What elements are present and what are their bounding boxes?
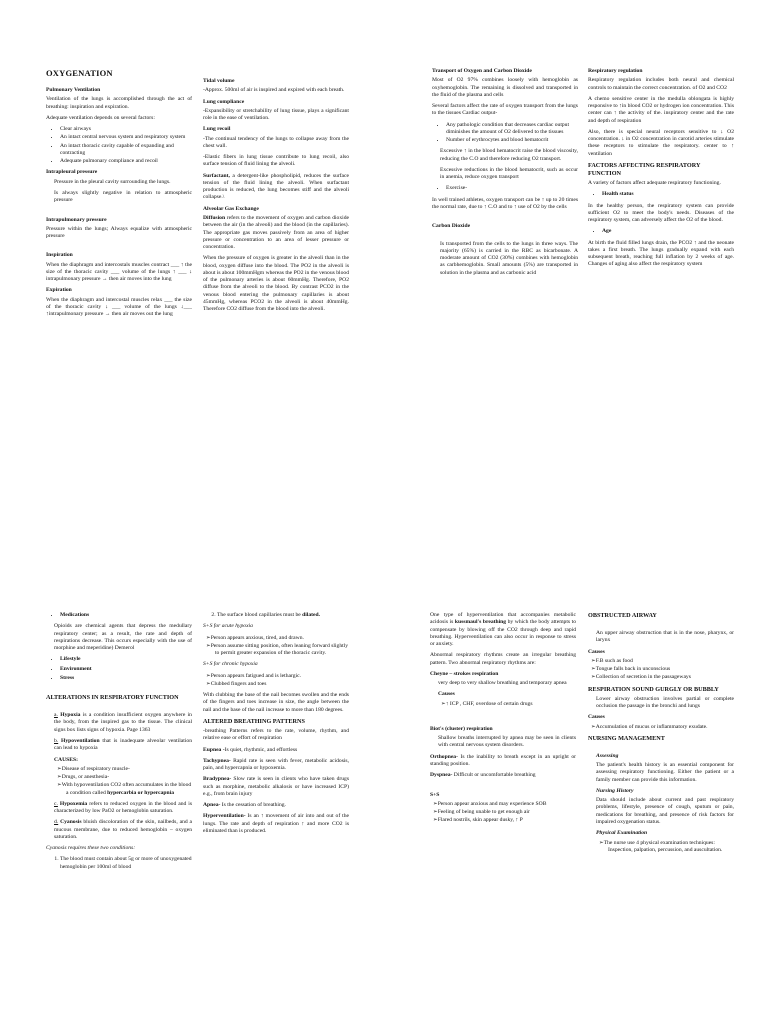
definition: Is quiet, rhythmic, and effortless bbox=[224, 746, 298, 753]
list-item: ➢ Feeling of being unable to get enough air bbox=[442, 809, 576, 816]
paragraph bbox=[203, 802, 349, 809]
paragraph: An upper airway obstruction that is in the nose, pharynx, or larynx bbox=[596, 630, 734, 644]
bullet-list bbox=[46, 612, 192, 619]
heading: Alveolar Gas Exchange bbox=[203, 205, 259, 212]
bullet-list bbox=[588, 191, 734, 198]
heading: Intrapulmonary pressure bbox=[46, 216, 107, 223]
definition: Slow rate is seen in clients who have taken drugs such as morphine, metabolic alkalosis or have increased ICP) e.g., from brain injury bbox=[203, 776, 349, 797]
text: The surface blood capillaries must be bbox=[217, 612, 301, 618]
p2-column-2 bbox=[203, 612, 349, 839]
list-item: ➢ Person appears fatigued and is lethargic. bbox=[215, 673, 349, 680]
heading: ALTERATIONS IN RESPIRATORY FUNCTION bbox=[46, 694, 179, 702]
term: Cyanosis bbox=[60, 819, 82, 826]
paragraph: Excessive ↑ in the blood hematocrit raise the blood viscosity, reducing the C.O and therefore reducing O2 transport. bbox=[440, 148, 578, 162]
definition: a detergent-like phospholipid, reduces the surface tension of the fluid lining the alveoli. When surfactant production is reduced, the lung becomes stiff and the alveoli collapse.\ bbox=[203, 172, 349, 201]
list-item: ➢ Accumulation of mucus or inflammatory exudate. bbox=[600, 724, 734, 731]
paragraph: In well trained athletes, oxygen transport can be ↑ up to 20 times the normal rate, due to ↑ C.O and to ↑ use of O2 by the cells bbox=[432, 196, 578, 210]
paragraph: Abnormal respiratory rhythms create an irregular breathing pattern. Two abnormal respiratory rhythms are: bbox=[430, 652, 576, 666]
heading: Carbon Dioxide bbox=[432, 223, 471, 230]
definition: is a condition insufficient oxygen anywhere in the body, from the inspired gas to the tissue. The clinical signs box lists signs of hypoxia. Page 1363 bbox=[54, 712, 192, 733]
list-item: • An intact thoracic cavity capable of expanding and contracting bbox=[60, 143, 192, 158]
term: Hypoxia bbox=[60, 712, 81, 719]
heading: Transport of Oxygen and Carbon Dioxide bbox=[432, 68, 532, 74]
list-item: 1. The blood must contain about 5g or more of unoxygenated hemoglobin per 100ml of blood bbox=[60, 856, 192, 871]
p1-column-2 bbox=[203, 78, 349, 317]
term: Hyperventilation- bbox=[203, 813, 246, 820]
paragraph: A chemo sensitive center in the medulla oblongata is highly responsive to ↑in blood CO2 or hydrogen ion concentration. This center can ↑ the activity of the. inspiratory center and the rate and depth of respiration bbox=[588, 95, 734, 124]
bullet-list bbox=[588, 228, 734, 235]
text: by which the body attempts to compensate by blowing off the CO2 through deep and rapid breathing. Hyperventilation can also occur in response to stress or anxiety. bbox=[430, 619, 576, 648]
heading: Lung recoil bbox=[203, 126, 231, 133]
heading: Causes bbox=[438, 691, 455, 698]
bullet-list bbox=[432, 122, 578, 145]
causes-list bbox=[588, 724, 734, 731]
paragraph: Is transported from the cells to the lungs in three ways. The majority (65%) is carried in the RBC as bicarbonate. A moderate amount of CO2 (30%) combines with hemoglobin as carbhemoglobin. Small amounts (5%) are transported in solution in the plasma and as carbonic acid bbox=[440, 240, 578, 276]
paragraph: A variety of factors affect adequate respiratory functioning. bbox=[588, 180, 721, 187]
list-item: ➢ Person appears anxious, tired, and drawn. bbox=[215, 635, 349, 642]
heading: S+S bbox=[430, 791, 440, 798]
paragraph bbox=[46, 712, 192, 734]
list-item bbox=[61, 782, 192, 797]
heading: Intrapleural pressure bbox=[46, 169, 98, 176]
list-item: • Medications bbox=[60, 612, 192, 619]
heading: RESPIRATION SOUND GURGLY OR BUBBLY bbox=[588, 685, 719, 693]
subheading: Physical Examination bbox=[596, 830, 648, 837]
paragraph: In the healthy person, the respiratory system can provide sufficient O2 to meet the body's needs. Diseases of the respiratory system, can adversely affect the O2 of the blood. bbox=[588, 202, 734, 224]
list-item: ➢ The nurse use 4 physical examination techniques: Inspection, palpation, percussion, and auscultation. bbox=[608, 840, 734, 855]
list-item: • Environment bbox=[60, 666, 192, 673]
paragraph: Data should include about current and past respiratory problems, lifestyle, presence of cough, sputum or pain, medications for breathing, and presence of risk factors for impaired oxygenation status. bbox=[596, 797, 734, 825]
acute-list bbox=[203, 635, 349, 658]
paragraph: Opioids are chemical agents that depress the medullary respiratory center; as a result, the rate and depth of respirations decrease. This occurs especially with the use of morphine and meperidine) Demerol bbox=[54, 623, 192, 652]
term: Orthopnea- bbox=[430, 753, 458, 760]
heading: ALTERED BREATHING PATTERNS bbox=[203, 717, 305, 725]
p1-column-1 bbox=[46, 68, 192, 322]
paragraph bbox=[430, 772, 576, 779]
term: dilated. bbox=[302, 612, 321, 618]
list-item: ➢ Drugs, or anesthesia- bbox=[66, 774, 192, 781]
list-item: ➢ Person assume sitting position, often leaning forward slightly to permit greater expansion of the thoracic cavity. bbox=[215, 643, 349, 658]
term: kussmaul's breathing bbox=[454, 619, 507, 626]
definition: refers to reduced oxygen in the blood and is characterized by low PaO2 or hemoglobin saturation. bbox=[54, 800, 192, 815]
paragraph: When the diaphragm and intercostal muscles relax ___ the size of the thoracic cavity ↓ ___ volume of the lungs ↓___ ↑intrapulmonary pressure → then air moves out the lung bbox=[46, 296, 192, 318]
text: One type of hyperventilation that accompanies metabolic acidosis is bbox=[430, 612, 576, 626]
paragraph: Shallow breaths interrupted by apnea may be seen in clients with central nervous system disorders. bbox=[438, 735, 576, 749]
paragraph: Pressure in the pleural cavity surrounding the lungs. bbox=[54, 178, 171, 185]
paragraph: -Elastic fibers in lung tissue contribute to lung recoil, also surface tension of fluid lining the alveoli. bbox=[203, 154, 349, 168]
paragraph: -breathing Patterns refers to the rate, volume, rhythm, and relative ease or effort of respiration bbox=[203, 727, 349, 742]
bullet-list bbox=[46, 656, 192, 682]
marker: a. bbox=[54, 712, 58, 719]
causes-list bbox=[46, 766, 192, 797]
causes-list bbox=[588, 658, 734, 682]
heading: Causes bbox=[588, 648, 605, 655]
marker: d. bbox=[54, 819, 59, 826]
definition: Difficult or uncomfortable breathing bbox=[452, 772, 536, 779]
paragraph: With clubbing the base of the nail becomes swollen and the ends of the fingers and toes increase in size, the angle between the nail and the base of the nail increase to more than 180 degrees. bbox=[203, 692, 349, 713]
p1-column-4 bbox=[588, 68, 734, 273]
term: Dyspnea- bbox=[430, 772, 453, 779]
paragraph: The patient's health history is an essential component for assessing respiratory functioning. Either the patient or a family member can provide this information. bbox=[596, 762, 734, 783]
term: Hypoventilation bbox=[61, 737, 100, 744]
paragraph: Several factors affect the rate of oxygen transport from the lungs to the tissues Cardiac output- bbox=[432, 103, 578, 117]
term: Apnea- bbox=[203, 802, 221, 809]
paragraph: When the pressure of oxygen is greater in the alveoli than in the blood, oxygen diffuse into the blood. The PO2 in the alveoli is about is about 100mmHgm whereas the PO2 in the venous blood of the pulmonary arteries is about 60mmHg. Therefore, PO2 diffuse from the alveoli to the blood. By contrast PCO2 in the venous blood entering the pulmonary capillaries is about 45mmHg, whereas PCO2 in the alveoli is about 40mmHg. Therefore CO2 diffuse from the blood into the alveoli. bbox=[203, 255, 349, 313]
p2-column-3 bbox=[430, 612, 576, 829]
definition: Is the inability to breath except in an upright or standing position. bbox=[430, 753, 576, 767]
list-item: • Any pathologic condition that decreases cardiac output diminishes the amount of O2 delivered to the tissues bbox=[446, 122, 578, 137]
paragraph: When the diaphragm and intercostals muscles contract ___ ↑ the size of the thoracic cavity ___ volume of the lungs ↑ ___ ↓ intrapulmonary pressure → then air moves into the lung bbox=[46, 261, 192, 283]
numbered-list bbox=[46, 856, 192, 871]
doc-title: OXYGENATION bbox=[46, 68, 113, 78]
definition: bluish discoloration of the skin, nailbeds, and a mucous membrane, due to reduced hemoglobin – oxygen saturation. bbox=[54, 819, 192, 840]
page-two bbox=[0, 512, 768, 1024]
marker: b. bbox=[54, 737, 59, 744]
paragraph bbox=[430, 612, 576, 648]
paragraph: -The continual tendency of the lungs to collapse away from the chest wall. bbox=[203, 135, 349, 149]
heading: Expiration bbox=[46, 287, 72, 294]
paragraph: Ventilation of the lungs is accomplished through the act of breathing: inspiration and expiration. bbox=[46, 96, 192, 110]
paragraph bbox=[203, 758, 349, 773]
term: Tachypnea- bbox=[203, 757, 231, 764]
paragraph: Lower airway obstruction involves partial or complete occlusion the passage in the bronchi and lungs bbox=[596, 695, 734, 709]
paragraph bbox=[203, 813, 349, 835]
heading: Pulmonary Ventilation bbox=[46, 87, 101, 94]
heading: Cheyne – strokes respiration bbox=[430, 670, 499, 677]
term: Hypoxemia bbox=[59, 800, 88, 807]
paragraph: At birth the fluid filled lungs drain, the PCO2 ↑ and the neonate takes a first breath. The lungs gradually expand with each subsequent breath, reaching full inflation by 2 weeks of age. Changes of aging also affect the respiratory system bbox=[588, 239, 734, 268]
text: With hypoventilation CO2 often accumulates in the blood a condition called bbox=[61, 782, 192, 796]
definition: that is inadequate alveolar ventilation can lead to hypoxia bbox=[54, 737, 192, 752]
definition: Rapid rate is seen with fever, metabolic acidosis, pain, and hypercapnia or hypoxemia. bbox=[203, 757, 349, 772]
list-item: • Lifestyle bbox=[60, 656, 192, 663]
list-item bbox=[217, 612, 349, 619]
list-item: • Adequate pulmonary compliance and recoil bbox=[60, 158, 192, 165]
list-item: • Stress bbox=[60, 675, 192, 682]
paragraph: Most of O2 97% combines loosely with hemoglobin as oxyhemoglobin. The remaining is dissolved and transported in the fluid of the plasma and cells bbox=[432, 77, 578, 98]
ss-list bbox=[430, 801, 576, 825]
paragraph bbox=[203, 173, 349, 202]
numbered-list bbox=[203, 612, 349, 619]
chronic-list bbox=[203, 673, 349, 689]
paragraph: -Approx. 500ml of air is inspired and expired with each breath. bbox=[203, 87, 345, 94]
p1-column-3 bbox=[432, 68, 578, 281]
heading: Respiratory regulation bbox=[588, 68, 643, 74]
paragraph: Also, there is special neural receptors sensitive to ↓ O2 concentration. ↓ in O2 concentration in carotid arteries stimulate these receptors to stimulate the respiratory. center to ↑ ventilation bbox=[588, 128, 734, 157]
list-item: ➢ F.B such as food bbox=[600, 658, 734, 665]
paragraph: Adequate ventilation depends on several factors: bbox=[46, 114, 155, 121]
term: Surfactant, bbox=[203, 172, 230, 179]
subheading: Nursing History bbox=[596, 787, 634, 794]
heading: OBSTRUCTED AIRWAY bbox=[588, 612, 657, 619]
list-item: • Number of erythrocytes and blood hematocrit bbox=[446, 137, 578, 144]
definition: Is the cessation of breathing. bbox=[220, 802, 286, 809]
list-item: ➢ Tongue falls back in unconscious bbox=[600, 666, 734, 673]
heading: NURSING MANAGEMENT bbox=[588, 734, 665, 742]
list-item: • An intact central nervous system and respiratory system bbox=[60, 134, 192, 141]
heading: Tidal volume bbox=[203, 78, 235, 84]
subheading: S+S for acute hypoxia bbox=[203, 623, 253, 630]
subheading: S+S for chronic hypoxia bbox=[203, 661, 258, 668]
paragraph bbox=[46, 819, 192, 841]
paragraph: Excessive reductions in the blood hematocrit, such as occur in anemia, reduce oxygen transport bbox=[440, 166, 578, 181]
paragraph bbox=[430, 754, 576, 769]
paragraph bbox=[46, 801, 192, 816]
paragraph: Is always slightly negative in relation to atmospheric pressure bbox=[54, 189, 192, 204]
heading: Causes bbox=[588, 714, 605, 721]
p2-column-4 bbox=[588, 612, 734, 858]
marker: c. bbox=[54, 800, 58, 807]
list-item: ➢ Flared nostrils, skin appear dusky, ↑ P bbox=[442, 817, 576, 824]
paragraph bbox=[203, 776, 349, 798]
heading: Lung compliance bbox=[203, 98, 245, 105]
paragraph bbox=[46, 738, 192, 753]
paragraph: Respiratory regulation includes both neural and chemical controls to maintain the correct concentration. of O2 and CO2 bbox=[588, 77, 734, 91]
subheading: Assessing bbox=[596, 752, 619, 759]
paragraph: Pressure within the lungs; Always equalize with atmospheric pressure bbox=[46, 225, 192, 240]
term: hypercarbia or hypercapnia bbox=[107, 789, 174, 796]
paragraph bbox=[203, 215, 349, 251]
p2-column-1 bbox=[46, 612, 192, 875]
term: Diffusion bbox=[203, 214, 226, 221]
list-item: ➢ Collection of secretion in the passageways bbox=[600, 674, 734, 681]
list-item: ➢ Clubbed fingers and toes bbox=[215, 681, 349, 688]
list-item: ➢ Disease of respiratory muscle- bbox=[66, 766, 192, 773]
heading: FACTORS AFFECTING RESPIRATORY FUNCTION bbox=[588, 161, 701, 177]
heading: Inspiration bbox=[46, 252, 73, 259]
list-item: ➢ Person appear anxious and may experience SOB bbox=[442, 801, 576, 808]
list-item: ➢ ↑ ICP , CHF, overdose of certain drugs bbox=[450, 701, 576, 708]
paragraph: very deep to very shallow breathing and temporary apnea bbox=[438, 680, 567, 687]
heading: CAUSES: bbox=[54, 756, 78, 763]
list-item: • Exercise- bbox=[446, 185, 578, 192]
list-item: • Clear airways bbox=[60, 126, 192, 133]
heading: Biot's (cluster) respiration bbox=[430, 725, 493, 732]
definition: refers to the movement of oxygen and carbon dioxide between the air (in the alveoli) and the blood (in the capillaries). The appropriate gas moves passively from an area of higher pressure or concentration to an area of lesser pressure or concentration. bbox=[203, 214, 349, 251]
list-item: • Age bbox=[602, 228, 734, 235]
paragraph: -Expansibility or stretchability of lung tissue, plays a significant role in the ease of ventilation. bbox=[203, 107, 349, 122]
bullet-list bbox=[432, 185, 578, 192]
term: Eupnea - bbox=[203, 746, 225, 753]
term: Bradypnea- bbox=[203, 776, 232, 783]
factors-list bbox=[46, 126, 192, 165]
definition: Is an ↑ movement of air into and out of the lungs. The rate and depth of respiration ↑ and more CO2 is eliminated than is produced. bbox=[203, 813, 349, 834]
pe-list bbox=[588, 840, 734, 855]
causes-list bbox=[430, 701, 576, 708]
paragraph: Cyanosis requires these two conditions: bbox=[46, 845, 136, 852]
paragraph bbox=[203, 747, 349, 754]
list-item: • Health status bbox=[602, 191, 734, 198]
